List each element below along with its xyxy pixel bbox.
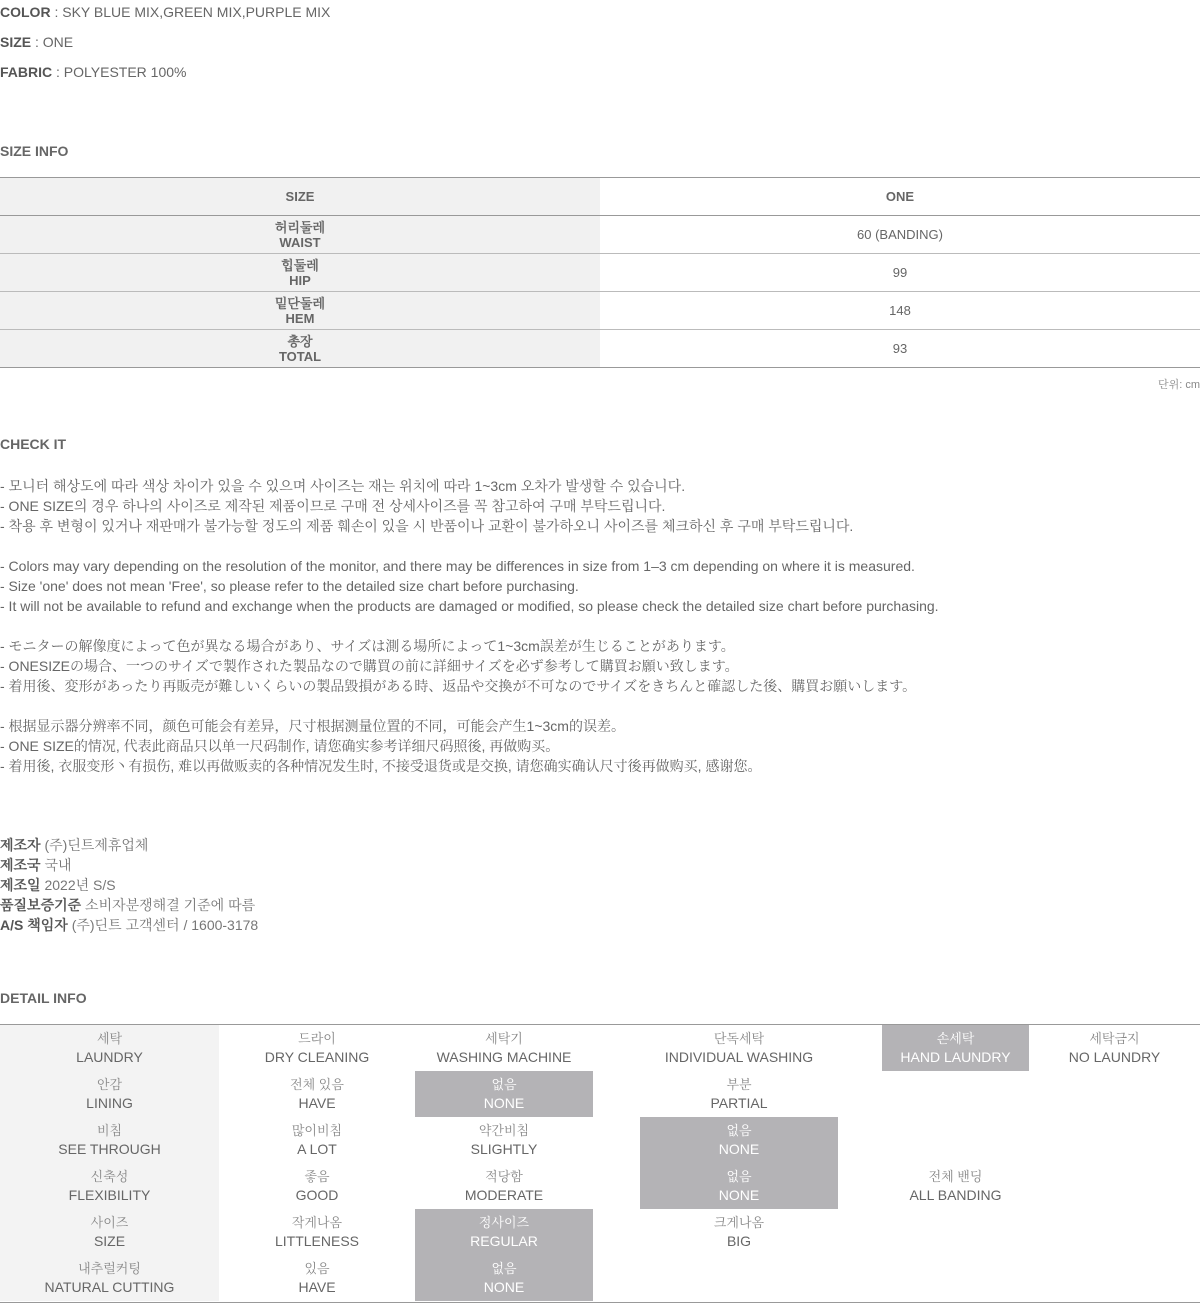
detail-option [219,1071,415,1117]
size-value: : ONE [31,34,74,50]
detail-option-ko: 부분 [726,1077,752,1092]
detail-option-ko: 내추럴커팅 [78,1261,141,1276]
detail-option [640,1209,838,1255]
maker-line [0,835,258,855]
size-spec [0,34,73,50]
size-table-header [0,178,1200,216]
detail-option-en: HAVE [298,1279,336,1295]
detail-row-label [0,1025,219,1071]
size-row-label-ko: 허리둘레 [274,219,326,235]
size-row-value: 148 [889,303,911,318]
maker-value: 소비자분쟁해결 기준에 따름 [81,897,256,913]
color-spec [0,4,330,20]
detail-option-ko: 없음 [726,1169,752,1184]
detail-option-selected [415,1071,593,1117]
detail-option [219,1163,415,1209]
detail-option [1029,1025,1200,1071]
maker-value: (주)딘트 고객센터 / 1600-3178 [67,917,259,933]
size-row-value: 60 (BANDING) [857,227,943,242]
detail-option-en: WASHING MACHINE [436,1049,572,1065]
detail-option-en: DRY CLEANING [264,1049,370,1065]
detail-option-en: BIG [726,1233,752,1249]
detail-option-en: SLIGHTLY [470,1141,538,1157]
detail-option [219,1025,415,1071]
detail-option-en: LITTLENESS [274,1233,360,1249]
note-line: - 着用後, 衣服变形丶有损伤, 难以再做贩卖的各种情况发生时, 不接受退货或是交换, 请您确实确认尺寸後再做购买, 感谢您。 [0,758,762,774]
detail-option-ko: 크게나옴 [713,1215,765,1230]
size-table-row [0,330,1200,368]
detail-option [882,1163,1029,1209]
detail-row-label [0,1209,219,1255]
detail-row-flexibility [0,1163,1200,1209]
size-row-label-ko: 힙둘레 [281,257,319,273]
detail-option [1029,1163,1200,1209]
size-info-title: SIZE INFO [0,143,69,159]
detail-option-ko: 많이비침 [291,1123,343,1138]
detail-option-en: SEE THROUGH [58,1141,161,1157]
detail-option-ko: 세탁 [96,1031,123,1046]
detail-row-label [0,1255,219,1301]
detail-option-ko: 있음 [304,1261,330,1276]
detail-option-en: FLEXIBILITY [68,1187,151,1203]
size-label: SIZE [0,34,32,50]
maker-value: 2022년 S/S [40,877,116,893]
detail-option [1029,1255,1200,1301]
detail-option-en: MODERATE [464,1187,544,1203]
maker-info [0,835,258,935]
detail-option-en: NONE [483,1279,525,1295]
size-row-value: 93 [892,341,908,356]
note-group [0,556,1200,616]
detail-option-en: NO LAUNDRY [1068,1049,1161,1065]
detail-option [882,1071,1029,1117]
note-line: - 着用後、変形があったり再販売が難しいくらいの製品毀損がある時、返品や交換が不可なのでサイズをきちんと確認した後、購買お願いします。 [0,678,917,694]
detail-option-ko: 없음 [726,1123,752,1138]
detail-option-ko: 손세탁 [936,1031,975,1046]
size-row-label [0,292,600,329]
unit-note: 단위: cm [1157,379,1200,391]
detail-option-ko: 작게나옴 [291,1215,343,1230]
maker-line [0,855,258,875]
fabric-spec [0,64,186,80]
detail-option [1029,1209,1200,1255]
size-row-label-ko: 밑단둘레 [274,295,326,311]
note-line: - Colors may vary depending on the resolution of the monitor, and there may be differences in size from 1–3 cm depending on where it is measured. [0,558,915,574]
detail-option-ko: 좋음 [304,1169,330,1184]
detail-option-en: NONE [483,1095,525,1111]
detail-option-ko: 전체 밴딩 [928,1169,983,1184]
detail-option-en: INDIVIDUAL WASHING [664,1049,814,1065]
detail-option-ko: 비침 [96,1123,123,1138]
detail-option [882,1209,1029,1255]
detail-option-selected [415,1209,593,1255]
note-line: - Size 'one' does not mean 'Free', so please refer to the detailed size chart before purchasing. [0,578,579,594]
detail-option-en: REGULAR [470,1233,538,1249]
detail-option-en: ALL BANDING [909,1187,1002,1203]
color-value: : SKY BLUE MIX,GREEN MIX,PURPLE MIX [50,4,331,20]
detail-info-title: DETAIL INFO [0,990,87,1006]
detail-option [1029,1117,1200,1163]
detail-option-ko: 안감 [96,1077,123,1092]
detail-option-en: HAND LAUNDRY [900,1049,1011,1065]
size-table-row [0,216,1200,254]
size-header-label: SIZE [0,178,600,215]
size-row-label [0,254,600,291]
detail-option-ko: 드라이 [298,1031,336,1046]
detail-option-ko: 적당함 [485,1169,523,1184]
check-it-notes [0,476,1200,796]
detail-option-ko: 전체 있음 [290,1077,344,1092]
size-table [0,177,1200,368]
detail-option-ko: 단독세탁 [713,1031,765,1046]
size-table-row [0,292,1200,330]
detail-option [1029,1071,1200,1117]
check-it-title: CHECK IT [0,436,67,452]
note-line: - 根据显示器分辨率不同，颜色可能会有差异，尺寸根据测量位置的不同，可能会产生1~3cm的误差。 [0,718,625,734]
detail-row-size [0,1209,1200,1255]
note-line: - 모니터 해상도에 따라 색상 차이가 있을 수 있으며 사이즈는 재는 위치에 따라 1~3cm 오차가 발생할 수 있습니다. [0,478,686,494]
maker-label: 품질보증기준 [0,897,82,913]
detail-row-see-through [0,1117,1200,1163]
detail-option-selected [640,1163,838,1209]
detail-row-label [0,1163,219,1209]
size-row-label-ko: 총장 [287,333,313,349]
maker-line [0,915,258,935]
note-line: - ONE SIZE的情况, 代表此商品只以单一尺码制作, 请您确实参考详细尺码照後, 再做购买。 [0,738,560,754]
detail-option-ko: 사이즈 [90,1215,129,1230]
size-row-label-en: HIP [289,272,311,288]
detail-option [415,1163,593,1209]
note-line: - 착용 후 변형이 있거나 재판매가 불가능할 정도의 제품 훼손이 있을 시 반품이나 교환이 불가하오니 사이즈를 체크하신 후 구매 부탁드립니다. [0,518,854,534]
size-row-label [0,330,600,367]
detail-option-ko: 세탁금지 [1089,1031,1140,1046]
detail-row-laundry [0,1025,1200,1071]
size-row-value: 99 [892,265,908,280]
detail-option-ko: 없음 [491,1077,517,1092]
note-line: - ONE SIZE의 경우 하나의 사이즈로 제작된 제품이므로 구매 전 상세사이즈를 꼭 참고하여 구매 부탁드립니다. [0,498,666,514]
size-header-value: ONE [885,189,915,204]
detail-option-en: LAUNDRY [76,1049,143,1065]
detail-option [882,1117,1029,1163]
detail-option-selected [640,1117,838,1163]
detail-option [415,1025,593,1071]
detail-row-label [0,1117,219,1163]
detail-option-en: A LOT [297,1141,337,1157]
detail-option-en: NATURAL CUTTING [44,1279,175,1295]
detail-option-en: NONE [718,1187,760,1203]
detail-table [0,1024,1200,1303]
detail-option-en: LINING [86,1095,133,1111]
detail-option-en: GOOD [295,1187,339,1203]
maker-label: 제조일 [0,877,41,893]
detail-row-natural-cutting [0,1255,1200,1301]
detail-option-ko: 세탁기 [485,1031,523,1046]
size-row-label-en: HEM [285,310,315,326]
detail-option [640,1255,838,1301]
maker-label: 제조국 [0,857,41,873]
detail-row-label [0,1071,219,1117]
fabric-value: : POLYESTER 100% [52,64,187,80]
maker-value: (주)딘트제휴업체 [40,837,149,853]
detail-option [882,1255,1029,1301]
detail-option-selected [415,1255,593,1301]
note-group [0,476,1200,536]
detail-option-en: SIZE [93,1233,126,1249]
maker-label: 제조자 [0,837,41,853]
detail-option [219,1209,415,1255]
note-line: - モニターの解像度によって色が異なる場合があり、サイズは測る場所によって1~3cm誤差が生じることがあります。 [0,638,735,654]
detail-option-ko: 없음 [491,1261,517,1276]
note-line: - ONESIZEの場合、一つのサイズで製作された製品なので購買の前に詳細サイズを必ず参考して購買お願い致します。 [0,658,739,674]
detail-option [640,1071,838,1117]
detail-option [640,1025,838,1071]
size-row-label-en: WAIST [279,234,321,250]
size-row-label-en: TOTAL [278,348,322,364]
detail-option-en: NONE [718,1141,760,1157]
note-group [0,636,1200,696]
fabric-label: FABRIC [0,64,53,80]
detail-option-ko: 신축성 [90,1169,129,1184]
detail-option [415,1117,593,1163]
detail-option-en: PARTIAL [710,1095,768,1111]
maker-line [0,895,258,915]
detail-option-en: HAVE [298,1095,336,1111]
detail-row-lining [0,1071,1200,1117]
note-group [0,716,1200,776]
detail-option [219,1255,415,1301]
detail-option-selected [882,1025,1029,1071]
detail-option-ko: 약간비침 [478,1123,530,1138]
detail-option [219,1117,415,1163]
maker-line [0,875,258,895]
size-table-row [0,254,1200,292]
note-line: - It will not be available to refund and exchange when the products are damaged or modified, so please check the detailed size chart before purchasing. [0,598,939,614]
maker-label: A/S 책임자 [0,917,68,933]
color-label: COLOR [0,4,51,20]
size-row-label [0,216,600,253]
detail-option-ko: 정사이즈 [478,1215,530,1230]
maker-value: 국내 [40,857,72,873]
